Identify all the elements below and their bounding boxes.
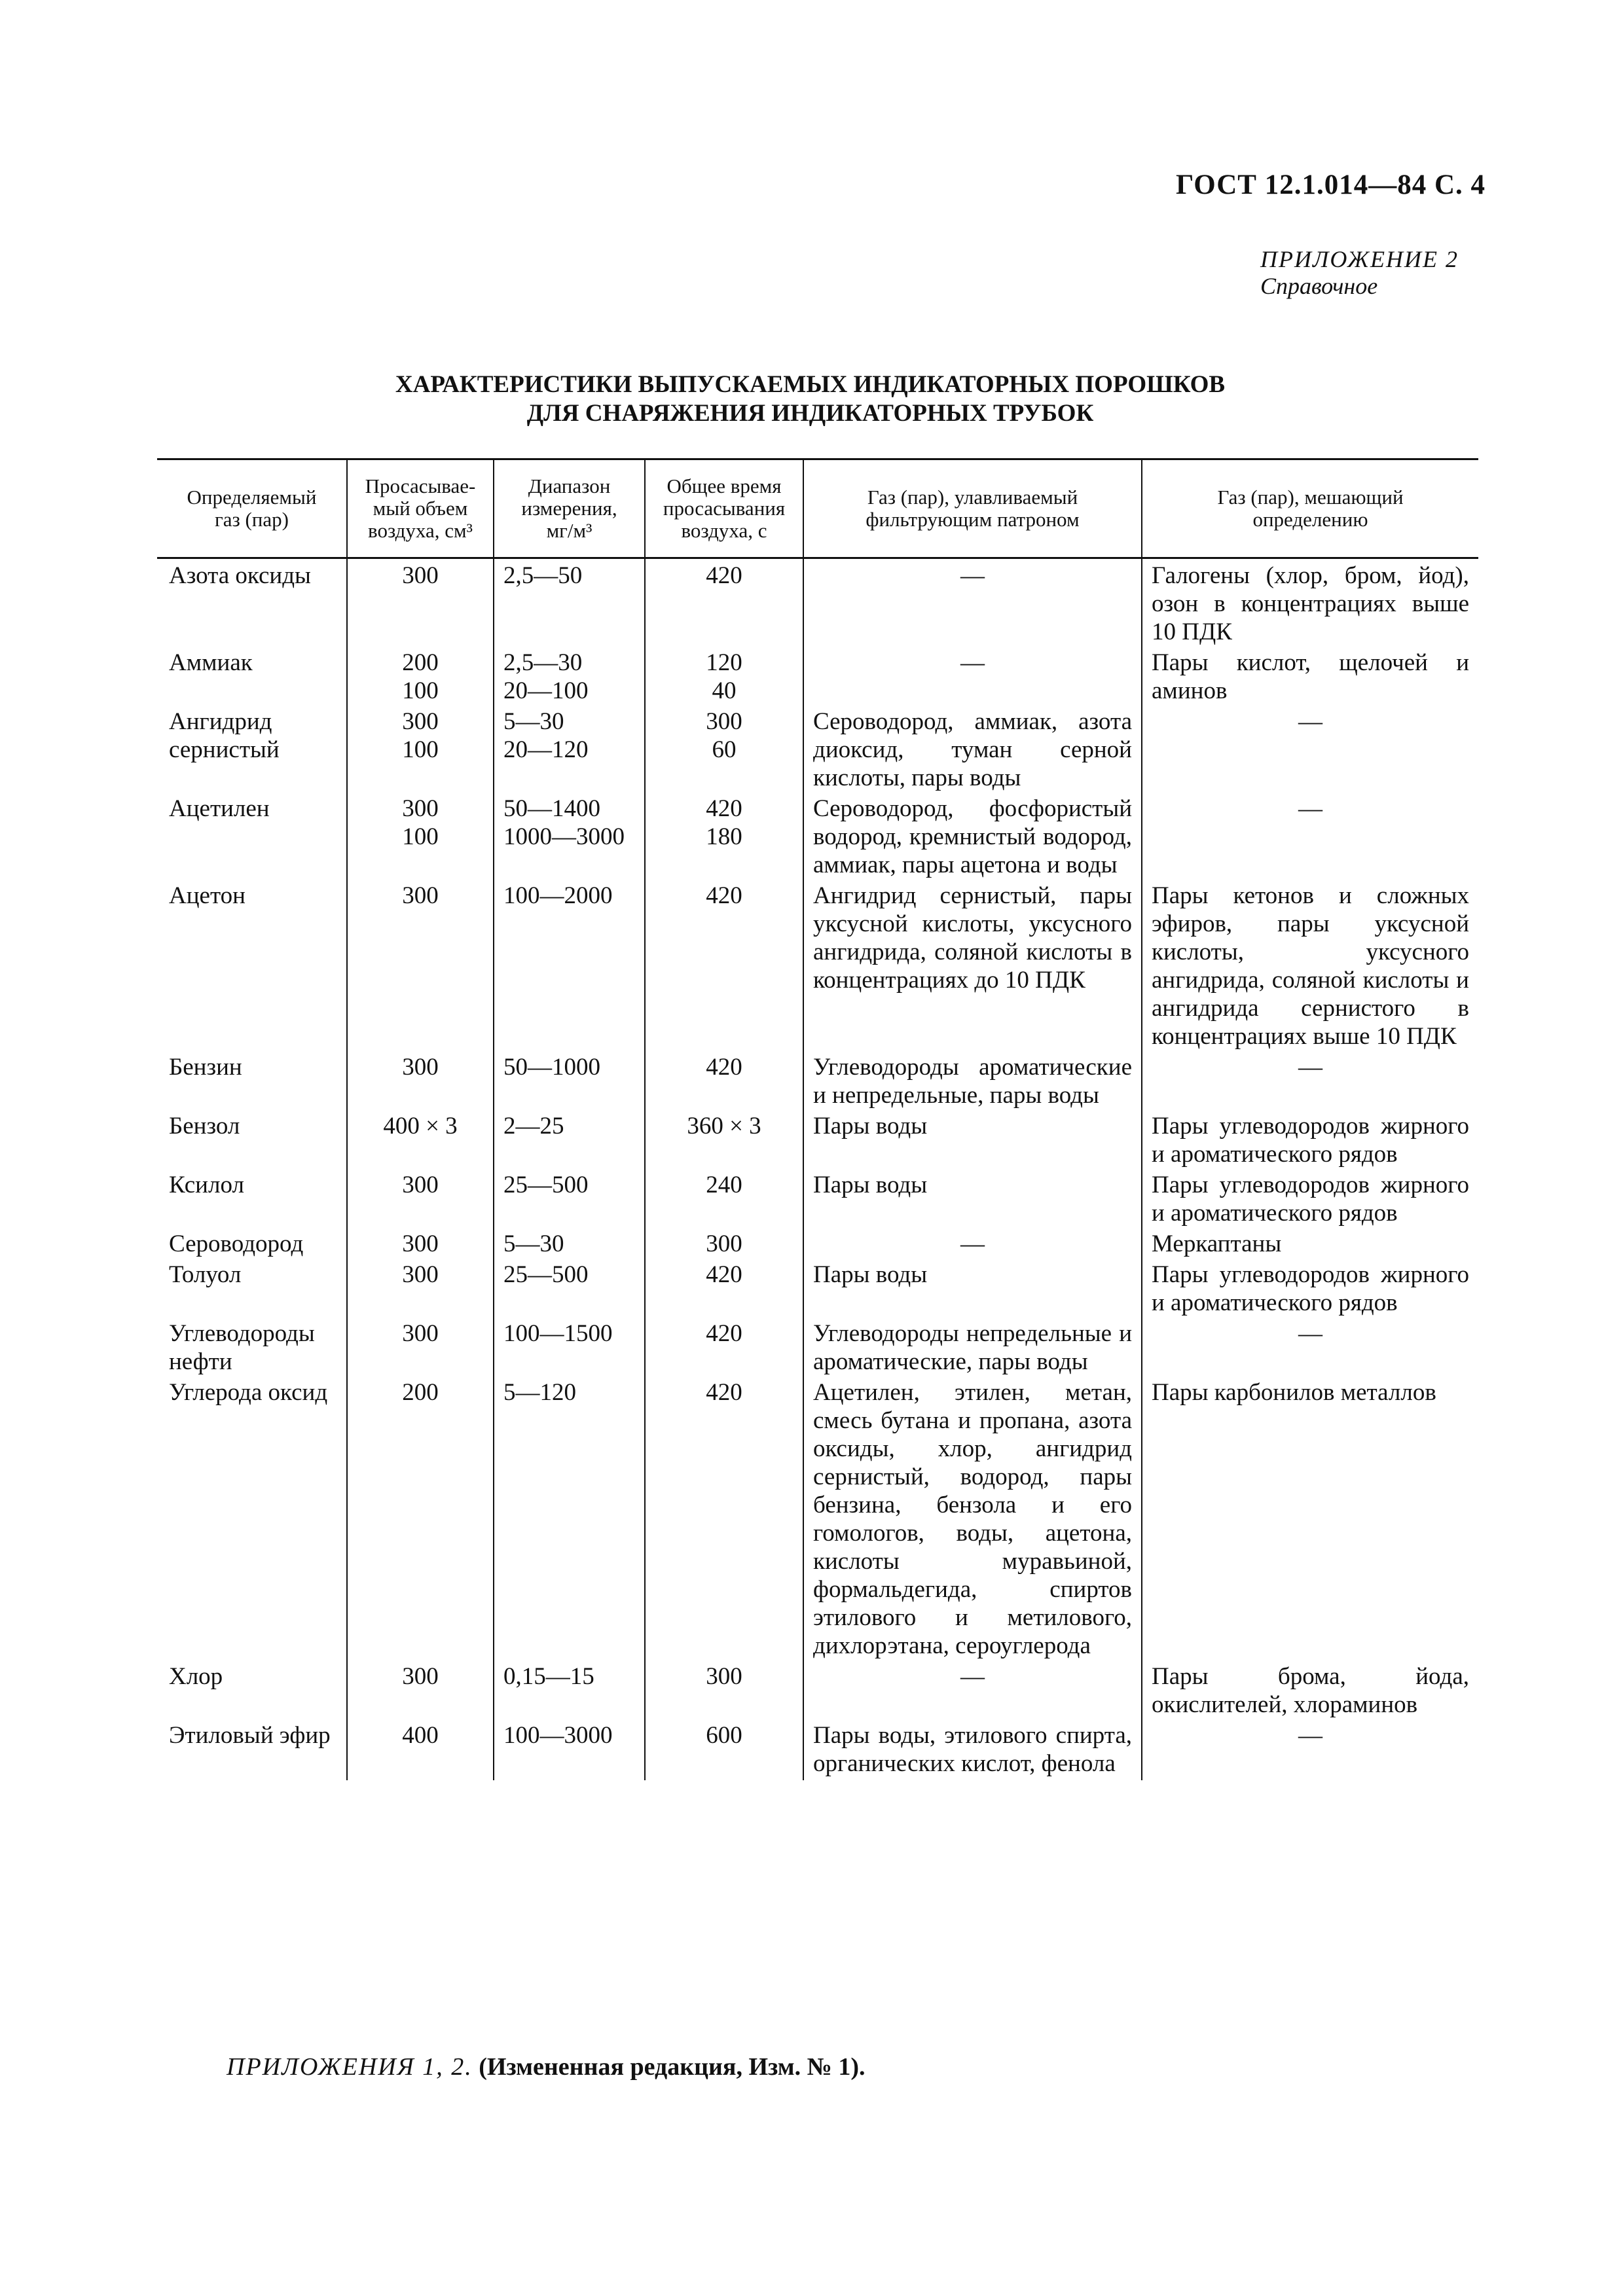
cell-interfering: —	[1142, 795, 1478, 882]
cell-gas: Ацетон	[169, 882, 246, 909]
table-row	[157, 1053, 1478, 1112]
table-header	[157, 459, 1478, 558]
cell-filter: Сероводород, аммиак, азота диоксид, туман серной кислоты, пары воды	[803, 708, 1142, 795]
cell-value: 60	[712, 736, 737, 763]
header-line: Диапазон	[528, 475, 611, 497]
cell-value: 5—30	[503, 708, 564, 735]
cell-volume	[347, 649, 494, 708]
header-line: воздуха, с	[681, 519, 767, 542]
cell-interfering: —	[1142, 1319, 1478, 1378]
cell-value: 300	[402, 1054, 439, 1081]
cell-value: 300	[402, 1663, 439, 1690]
table-row	[157, 1171, 1478, 1230]
cell-value: 200	[402, 1379, 439, 1406]
appendix-number: ПРИЛОЖЕНИЕ 2	[1260, 246, 1459, 272]
cell-value: 100	[402, 823, 439, 850]
cell-range	[494, 1721, 645, 1780]
cell-filter: —	[803, 558, 1142, 649]
cell-value: 50—1400	[503, 795, 600, 822]
cell-value: 420	[706, 1379, 742, 1406]
table-row	[157, 1112, 1478, 1171]
header-line: измерения,	[521, 497, 617, 520]
cell-value: 300	[402, 882, 439, 909]
cell-value: 120	[706, 649, 742, 676]
cell-value: 5—30	[503, 1230, 564, 1257]
cell-range	[494, 708, 645, 795]
cell-interfering: Пары углеводородов жирного и ароматического рядов	[1142, 1112, 1478, 1171]
cell-value: 25—500	[503, 1261, 589, 1288]
cell-value: 420	[706, 882, 742, 909]
cell-interfering: Пары кислот, щелочей и аминов	[1142, 649, 1478, 708]
cell-gas: Хлор	[169, 1663, 223, 1690]
header-line: мый объем	[373, 497, 468, 520]
cell-value: 2—25	[503, 1113, 564, 1139]
cell-filter: —	[803, 1662, 1142, 1721]
cell-gas: Азота оксиды	[169, 562, 311, 589]
table-row	[157, 882, 1478, 1053]
cell-time	[645, 882, 803, 1053]
cell-filter: —	[803, 649, 1142, 708]
cell-range	[494, 1319, 645, 1378]
cell-value: 100—1500	[503, 1320, 613, 1347]
table-row	[157, 1230, 1478, 1261]
cell-value: 300	[706, 1663, 742, 1690]
cell-value: 300	[402, 708, 439, 735]
cell-volume	[347, 558, 494, 649]
cell-value: 300	[402, 1230, 439, 1257]
header-line: просасывания	[663, 497, 786, 520]
cell-volume	[347, 1378, 494, 1662]
cell-time	[645, 1171, 803, 1230]
table-row	[157, 1319, 1478, 1378]
cell-filter: —	[803, 1230, 1142, 1261]
cell-gas: Толуол	[169, 1261, 242, 1288]
cell-value: 100—2000	[503, 882, 613, 909]
header-row	[157, 459, 1478, 558]
cell-gas: Сероводород	[169, 1230, 304, 1257]
table-row	[157, 1378, 1478, 1662]
cell-volume	[347, 1112, 494, 1171]
cell-gas: Ксилол	[169, 1172, 244, 1198]
cell-gas: Бензин	[169, 1054, 242, 1081]
footer-italic: ПРИЛОЖЕНИЯ 1, 2.	[227, 2053, 473, 2081]
cell-filter: Углеводороды непредельные и ароматические, пары воды	[803, 1319, 1142, 1378]
cell-gas: Аммиак	[169, 649, 253, 676]
cell-value: 300	[402, 1261, 439, 1288]
cell-range	[494, 558, 645, 649]
cell-gas: Ацетилен	[169, 795, 270, 822]
cell-interfering: Пары карбонилов металлов	[1142, 1378, 1478, 1662]
cell-interfering: Пары углеводородов жирного и ароматического рядов	[1142, 1261, 1478, 1319]
table-row	[157, 558, 1478, 649]
cell-value: 360 × 3	[687, 1113, 761, 1139]
cell-value: 420	[706, 795, 742, 822]
cell-value: 100	[402, 736, 439, 763]
cell-value: 1000—3000	[503, 823, 625, 850]
cell-range	[494, 1230, 645, 1261]
cell-range	[494, 649, 645, 708]
cell-time	[645, 1053, 803, 1112]
cell-value: 20—120	[503, 736, 589, 763]
cell-value: 400 × 3	[383, 1113, 458, 1139]
table-row	[157, 649, 1478, 708]
cell-value: 300	[402, 562, 439, 589]
cell-value: 50—1000	[503, 1054, 600, 1081]
cell-time	[645, 1319, 803, 1378]
cell-time	[645, 1378, 803, 1662]
cell-filter: Углеводороды ароматические и непредельные, пары воды	[803, 1053, 1142, 1112]
col-header-volume	[347, 459, 494, 558]
cell-filter: Пары воды	[803, 1112, 1142, 1171]
cell-gas: Бензол	[169, 1113, 240, 1139]
cell-volume	[347, 1053, 494, 1112]
cell-interfering: —	[1142, 1721, 1478, 1780]
table-row	[157, 1721, 1478, 1780]
cell-value: 100—3000	[503, 1722, 613, 1749]
cell-volume	[347, 1319, 494, 1378]
title-line-1: ХАРАКТЕРИСТИКИ ВЫПУСКАЕМЫХ ИНДИКАТОРНЫХ ПОРОШКОВ	[395, 371, 1226, 398]
cell-range	[494, 1112, 645, 1171]
cell-range	[494, 1053, 645, 1112]
cell-value: 25—500	[503, 1172, 589, 1198]
cell-value: 2,5—30	[503, 649, 583, 676]
cell-value: 300	[706, 1230, 742, 1257]
cell-time	[645, 1112, 803, 1171]
cell-value: 40	[712, 677, 737, 704]
header-line: Общее время	[666, 475, 782, 497]
cell-time	[645, 708, 803, 795]
footer-note	[227, 2053, 866, 2081]
cell-range	[494, 882, 645, 1053]
cell-value: 240	[706, 1172, 742, 1198]
header-line: Газ (пар), улавливаемый	[867, 486, 1078, 509]
cell-filter: Сероводород, фосфористый водород, кремнистый водород, аммиак, пары ацетона и воды	[803, 795, 1142, 882]
cell-filter: Ацетилен, этилен, метан, смесь бутана и пропана, азота оксиды, хлор, ангидрид сернистый, водород, пары бензина, бензола и его гомологов, воды, ацетона, кислоты муравьиной, формальдегида, спиртов этилового и метилового, дихлорэтана, сероуглерода	[803, 1378, 1142, 1662]
cell-value: 0,15—15	[503, 1663, 594, 1690]
header-line: Газ (пар), мешающий	[1217, 486, 1404, 509]
cell-time	[645, 1261, 803, 1319]
cell-interfering: Пары кетонов и сложных эфиров, пары уксусной кислоты, уксусного ангидрида, соляной кислоты и ангидрида сернистого в концентрациях выше 10 ПДК	[1142, 882, 1478, 1053]
cell-gas: Углеводороды нефти	[169, 1320, 315, 1375]
cell-gas: Этиловый эфир	[169, 1722, 331, 1749]
header-line: Определяемый	[187, 486, 317, 509]
cell-volume	[347, 1171, 494, 1230]
cell-value: 420	[706, 1261, 742, 1288]
header-line: Просасывае-	[365, 475, 476, 497]
table-row	[157, 795, 1478, 882]
cell-interfering: Пары углеводородов жирного и ароматического рядов	[1142, 1171, 1478, 1230]
cell-volume	[347, 882, 494, 1053]
header-code: ГОСТ 12.1.014—84 С. 4	[1175, 170, 1486, 200]
cell-interfering: —	[1142, 1053, 1478, 1112]
cell-gas: Углерода оксид	[169, 1379, 328, 1406]
col-header-filter	[803, 459, 1142, 558]
cell-value: 420	[706, 1320, 742, 1347]
cell-time	[645, 1721, 803, 1780]
cell-filter: Пары воды, этилового спирта, органических кислот, фенола	[803, 1721, 1142, 1780]
cell-value: 300	[402, 1320, 439, 1347]
cell-value: 300	[706, 708, 742, 735]
table-row	[157, 708, 1478, 795]
cell-interfering: Галогены (хлор, бром, йод), озон в концентрациях выше 10 ПДК	[1142, 558, 1478, 649]
cell-range	[494, 1662, 645, 1721]
cell-value: 420	[706, 1054, 742, 1081]
title-line-2: ДЛЯ СНАРЯЖЕНИЯ ИНДИКАТОРНЫХ ТРУБОК	[526, 400, 1094, 427]
cell-value: 400	[402, 1722, 439, 1749]
cell-filter: Пары воды	[803, 1171, 1142, 1230]
cell-filter: Ангидрид сернистый, пары уксусной кислоты, уксусного ангидрида, соляной кислоты в концентрациях до 10 ПДК	[803, 882, 1142, 1053]
cell-filter: Пары воды	[803, 1261, 1142, 1319]
cell-interfering: —	[1142, 708, 1478, 795]
cell-range	[494, 1261, 645, 1319]
cell-value: 420	[706, 562, 742, 589]
cell-volume	[347, 1721, 494, 1780]
header-line: воздуха, см³	[368, 519, 473, 542]
document-title	[157, 370, 1463, 428]
cell-range	[494, 1378, 645, 1662]
cell-range	[494, 795, 645, 882]
footer-bold: (Измененная редакция, Изм. № 1).	[479, 2053, 866, 2081]
cell-value: 600	[706, 1722, 742, 1749]
cell-time	[645, 1230, 803, 1261]
cell-interfering: Меркаптаны	[1142, 1230, 1478, 1261]
cell-interfering: Пары брома, йода, окислителей, хлораминов	[1142, 1662, 1478, 1721]
cell-volume	[347, 795, 494, 882]
col-header-interfering	[1142, 459, 1478, 558]
cell-time	[645, 649, 803, 708]
appendix-label	[1260, 246, 1459, 300]
cell-volume	[347, 1662, 494, 1721]
header-line: газ (пар)	[215, 508, 289, 531]
header-line: мг/м³	[546, 519, 593, 542]
header-line: фильтрующим патроном	[866, 508, 1080, 531]
cell-value: 300	[402, 795, 439, 822]
cell-time	[645, 795, 803, 882]
cell-volume	[347, 1230, 494, 1261]
indicator-powders-table	[157, 458, 1478, 1780]
cell-time	[645, 1662, 803, 1721]
cell-value: 300	[402, 1172, 439, 1198]
col-header-gas	[157, 459, 347, 558]
cell-value: 200	[402, 649, 439, 676]
appendix-type: Справочное	[1260, 273, 1378, 299]
cell-volume	[347, 1261, 494, 1319]
cell-value: 2,5—50	[503, 562, 583, 589]
cell-value: 20—100	[503, 677, 589, 704]
cell-gas: Ангидрид сернистый	[169, 708, 280, 763]
header-line: определению	[1252, 508, 1368, 531]
cell-time	[645, 558, 803, 649]
cell-value: 100	[402, 677, 439, 704]
col-header-time	[645, 459, 803, 558]
cell-volume	[347, 708, 494, 795]
cell-range	[494, 1171, 645, 1230]
table-row	[157, 1261, 1478, 1319]
cell-value: 180	[706, 823, 742, 850]
table-row	[157, 1662, 1478, 1721]
table-body	[157, 558, 1478, 1781]
cell-value: 5—120	[503, 1379, 576, 1406]
col-header-range	[494, 459, 645, 558]
